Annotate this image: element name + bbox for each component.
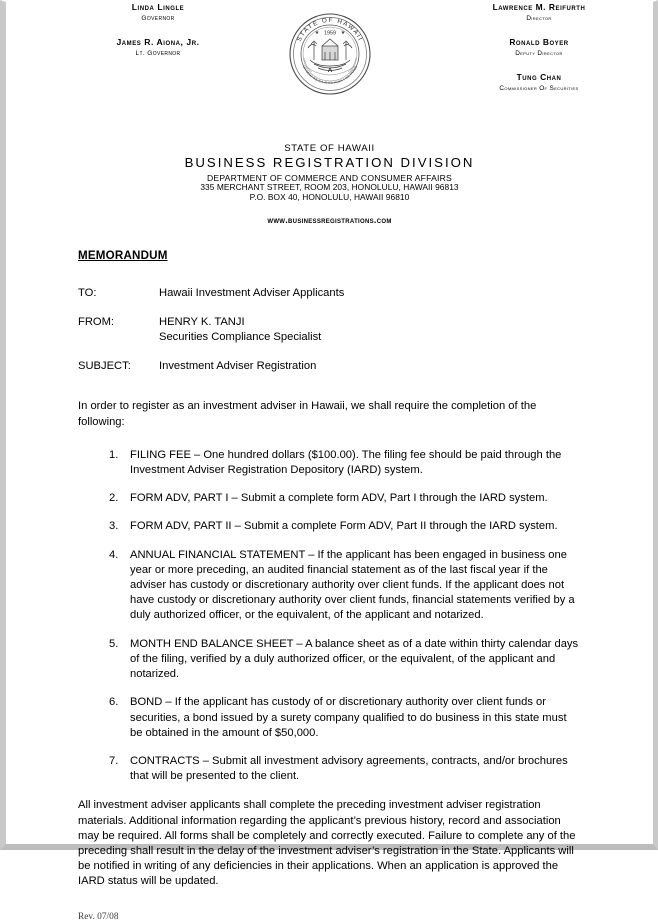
- document-body: [6, 249, 653, 921]
- letterhead-right-officers: [449, 2, 629, 95]
- org-division: BUSINESS REGISTRATION DIVISION: [184, 155, 475, 171]
- svg-text:STATE OF HAWAII: STATE OF HAWAII: [295, 16, 364, 43]
- officer-title: Governor: [141, 15, 175, 22]
- closing-paragraph: All investment adviser applicants shall complete the preceding investment adviser registration materials. Additional information regarding the applicant’s previous history, record and association may be required. All forms shall be completely and correctly executed. Failure to complete any of the preceding shall result in the delay of the investment adviser’s registration in the State. Applicants will be notified in writing of any deficiencies in their applications. When an application is approved the IARD status will be updated.: [78, 799, 576, 888]
- list-item: FORM ADV, PART I – Submit a complete form ADV, Part I through the IARD system.: [130, 492, 548, 505]
- officer-title: Director: [526, 15, 552, 22]
- officer-name: Lawrence M. Reifurth: [492, 2, 586, 12]
- officer-entry: [449, 37, 629, 58]
- memo-to-label: TO:: [78, 287, 97, 300]
- organization-address-block: [6, 143, 653, 225]
- list-item: CONTRACTS – Submit all investment advisory agreements, contracts, and/or brochures that will be presented to the client.: [130, 754, 568, 783]
- officer-entry: [449, 72, 629, 93]
- org-street-address: 335 MERCHANT STREET, ROOM 203, HONOLULU, HAWAII 96813: [200, 182, 459, 193]
- svg-text:A: A: [327, 68, 332, 74]
- list-item: FORM ADV, PART II – Submit a complete Form ADV, Part II through the IARD system.: [130, 520, 558, 533]
- officer-title: Commissioner Of Securities: [499, 85, 579, 92]
- letterhead: [6, 2, 653, 137]
- org-website[interactable]: www.businessregistrations.com: [267, 214, 392, 225]
- memo-row-subject: [78, 359, 579, 374]
- list-item: ANNUAL FINANCIAL STATEMENT – If the applicant has been engaged in business one year or more preceding, an audited financial statement as of the last fiscal year if the adviser has custody or discretionary authority over client funds. If the applicant does not have custody or discretionary authority over client funds, financial statements verified by a duly authorized officer, or the equivalent, of the applicant and notarized.: [130, 548, 575, 622]
- officer-entry: [68, 37, 248, 58]
- memo-row-to: [78, 286, 579, 301]
- list-item: FILING FEE – One hundred dollars ($100.00). The filing fee should be paid through the Investment Adviser Registration Depository (IARD) system.: [130, 448, 562, 477]
- officer-name: James R. Aiona, Jr.: [116, 37, 200, 47]
- memo-row-from: [78, 315, 579, 345]
- memo-to-value: Hawaii Investment Adviser Applicants: [159, 287, 345, 300]
- officer-title: Deputy Director: [515, 50, 563, 57]
- memo-subject-value: Investment Adviser Registration: [159, 360, 317, 373]
- letterhead-left-officers: [68, 2, 248, 60]
- org-po-box: P.O. BOX 40, HONOLULU, HAWAII 96810: [249, 191, 410, 202]
- state-seal-icon: [284, 8, 376, 100]
- memo-from-value-group: [159, 315, 321, 345]
- svg-text:UA MAU KE EA O KA AINA I KA PO: UA MAU KE EA O KA AINA I KA PONO: [301, 64, 358, 86]
- list-item: MONTH END BALANCE SHEET – A balance sheet as of a date within thirty calendar days of the filing, verified by a duly authorized officer, or the equivalent, of the applicant and notarized.: [130, 637, 579, 681]
- svg-text:1959: 1959: [323, 30, 336, 37]
- revision-footer: Rev. 07/08: [78, 911, 119, 922]
- page-title: MEMORANDUM: [78, 249, 168, 263]
- officer-name: Tung Chan: [516, 72, 562, 82]
- memo-fields: [78, 286, 579, 374]
- memo-from-value-title: Securities Compliance Specialist: [159, 331, 322, 344]
- officer-name: Ronald Boyer: [509, 37, 569, 47]
- officer-entry: [68, 2, 248, 23]
- memo-from-label: FROM:: [78, 316, 115, 329]
- memo-to-value-group: [159, 286, 344, 301]
- document-sheet: [6, 2, 653, 922]
- memo-subject-value-group: [159, 359, 316, 374]
- memo-from-value: HENRY K. TANJI: [159, 316, 245, 329]
- svg-text:★: ★: [314, 30, 319, 36]
- org-state: STATE OF HAWAII: [284, 143, 375, 154]
- officer-name: Linda Lingle: [131, 2, 185, 12]
- requirements-list: [78, 448, 579, 784]
- list-item: BOND – If the applicant has custody of or discretionary authority over client funds or securities, a bond issued by a surety company qualified to do business in this state must be obtained in the amount of $50,000.: [130, 696, 567, 739]
- intro-paragraph: In order to register as an investment adviser in Hawaii, we shall require the completion of the following:: [78, 400, 537, 428]
- org-department: DEPARTMENT OF COMMERCE AND CONSUMER AFFAIRS: [207, 172, 452, 183]
- officer-entry: [449, 2, 629, 23]
- svg-text:★: ★: [340, 30, 345, 36]
- officer-title: Lt. Governor: [135, 50, 181, 57]
- memo-subject-label: SUBJECT:: [78, 360, 131, 373]
